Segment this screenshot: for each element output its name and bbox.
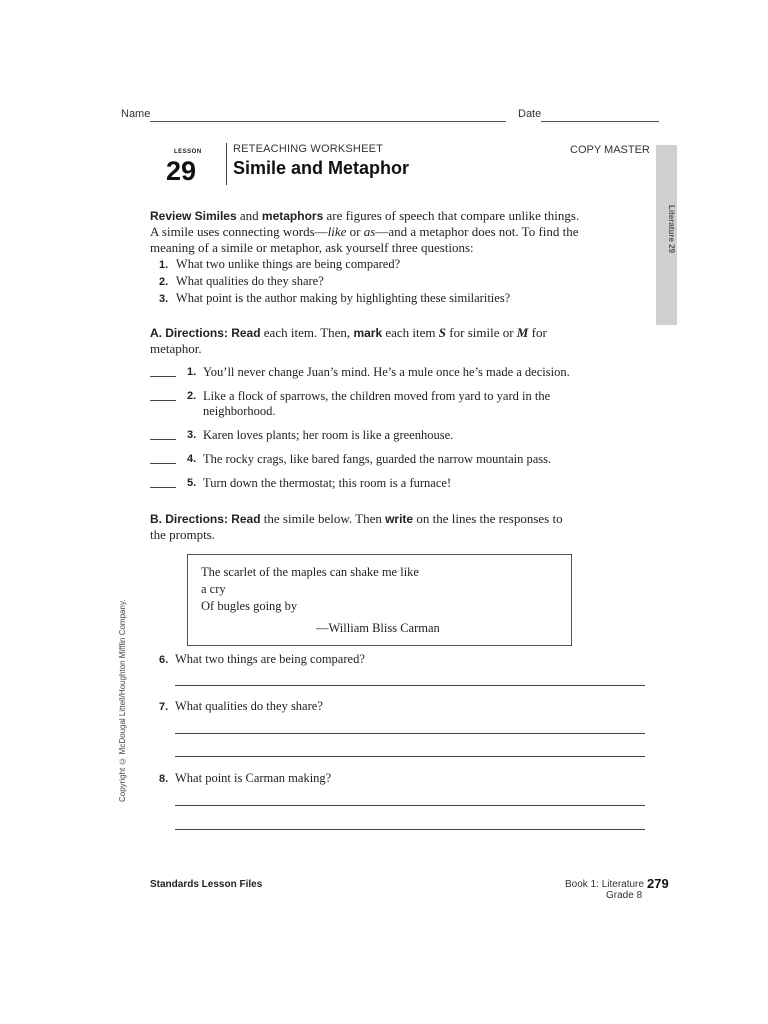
- question-text: What qualities do they share?: [175, 699, 323, 713]
- answer-blank-5[interactable]: [150, 487, 176, 488]
- item-text: Like a flock of sparrows, the children moved from yard to yard in the: [203, 389, 551, 403]
- directions-label: Directions:: [165, 512, 228, 526]
- answer-line[interactable]: [175, 756, 645, 757]
- lesson-label: LESSON: [174, 149, 202, 155]
- directions-text: metaphor.: [150, 341, 202, 356]
- item-text-continued: neighborhood.: [203, 404, 276, 418]
- footer-book: Book 1: Literature: [565, 879, 644, 890]
- date-line[interactable]: [541, 121, 659, 122]
- directions-text: for simile or: [449, 325, 514, 340]
- review-text: A simile uses connecting words—: [150, 224, 328, 239]
- s-letter: S: [438, 325, 447, 340]
- side-tab-label: Literature 29: [667, 205, 676, 254]
- read-keyword: Read: [231, 326, 261, 340]
- question-text: What two things are being compared?: [175, 652, 365, 666]
- directions-text: each item. Then,: [263, 325, 351, 340]
- directions-text: each item: [385, 325, 436, 340]
- footer-grade: Grade 8: [606, 890, 643, 901]
- item-text: Turn down the thermostat; this room is a furnace!: [203, 476, 452, 490]
- poem-line: Of bugles going by: [201, 599, 298, 613]
- item-number: 2.: [187, 390, 197, 402]
- list-number: 3.: [159, 293, 169, 305]
- page-title: Simile and Metaphor: [233, 158, 410, 178]
- item-text: Karen loves plants; her room is like a greenhouse.: [203, 428, 454, 442]
- answer-line[interactable]: [175, 685, 645, 686]
- m-letter: M: [516, 325, 529, 340]
- lesson-number: 29: [166, 156, 197, 186]
- section-b-directions: [150, 511, 630, 543]
- metaphors-term: metaphors: [261, 209, 324, 223]
- answer-line[interactable]: [175, 829, 645, 830]
- item-text: The rocky crags, like bared fangs, guarded the narrow mountain pass.: [203, 452, 552, 466]
- review-text: and: [239, 208, 259, 223]
- date-label: Date: [518, 108, 542, 120]
- list-text: What two unlike things are being compared?: [175, 257, 401, 271]
- item-number: 5.: [187, 477, 197, 489]
- list-text: What point is the author making by highlighting these similarities?: [175, 291, 511, 305]
- poem-line: The scarlet of the maples can shake me like: [201, 565, 419, 579]
- write-keyword: write: [385, 512, 414, 526]
- list-number: 2.: [159, 276, 169, 288]
- answer-blank-1[interactable]: [150, 376, 176, 377]
- copyright-notice: Copyright © McDougal Littell/Houghton Mifflin Company.: [118, 599, 127, 802]
- section-letter: A.: [150, 326, 162, 340]
- name-line[interactable]: [150, 121, 506, 122]
- section-a-directions: [150, 325, 630, 357]
- name-label: Name: [121, 108, 151, 120]
- mark-keyword: mark: [353, 326, 383, 340]
- page-number: 279: [647, 876, 669, 891]
- answer-blank-3[interactable]: [150, 439, 176, 440]
- directions-text: for: [531, 325, 547, 340]
- as-word: as: [363, 224, 376, 239]
- read-keyword: Read: [231, 512, 261, 526]
- review-label: Review: [150, 209, 192, 223]
- directions-text: the simile below. Then: [263, 511, 382, 526]
- review-questions: [159, 256, 510, 307]
- list-item: [159, 290, 510, 307]
- review-text: —and a metaphor does not. To find the: [375, 224, 579, 239]
- question-number: 6.: [159, 654, 169, 666]
- directions-text: on the lines the responses to: [416, 511, 563, 526]
- question-text: What point is Carman making?: [175, 771, 332, 785]
- review-paragraph: [150, 208, 630, 256]
- item-number: 1.: [187, 366, 197, 378]
- answer-line[interactable]: [175, 805, 645, 806]
- list-item: [159, 273, 510, 290]
- answer-blank-2[interactable]: [150, 400, 176, 401]
- review-text: are figures of speech that compare unlike things.: [326, 208, 580, 223]
- review-text: or: [349, 224, 361, 239]
- footer-title: Standards Lesson Files: [150, 879, 263, 890]
- directions-text: the prompts.: [150, 527, 215, 542]
- item-number: 3.: [187, 429, 197, 441]
- copy-master-label: COPY MASTER: [570, 144, 650, 156]
- list-number: 1.: [159, 259, 169, 271]
- poem-line: a cry: [201, 582, 226, 596]
- review-text: meaning of a simile or metaphor, ask yourself three questions:: [150, 240, 474, 255]
- list-item: [159, 256, 510, 273]
- lesson-divider: [226, 143, 227, 185]
- section-letter: B.: [150, 512, 162, 526]
- like-word: like: [327, 224, 347, 239]
- list-text: What qualities do they share?: [175, 274, 324, 288]
- answer-line[interactable]: [175, 733, 645, 734]
- similes-term: Similes: [194, 209, 237, 223]
- question-number: 7.: [159, 701, 169, 713]
- worksheet-type: RETEACHING WORKSHEET: [233, 143, 384, 155]
- poem-author: —William Bliss Carman: [316, 621, 440, 635]
- question-number: 8.: [159, 773, 169, 785]
- answer-blank-4[interactable]: [150, 463, 176, 464]
- directions-label: Directions:: [165, 326, 228, 340]
- item-number: 4.: [187, 453, 197, 465]
- item-text: You’ll never change Juan’s mind. He’s a mule once he’s made a decision.: [203, 365, 570, 379]
